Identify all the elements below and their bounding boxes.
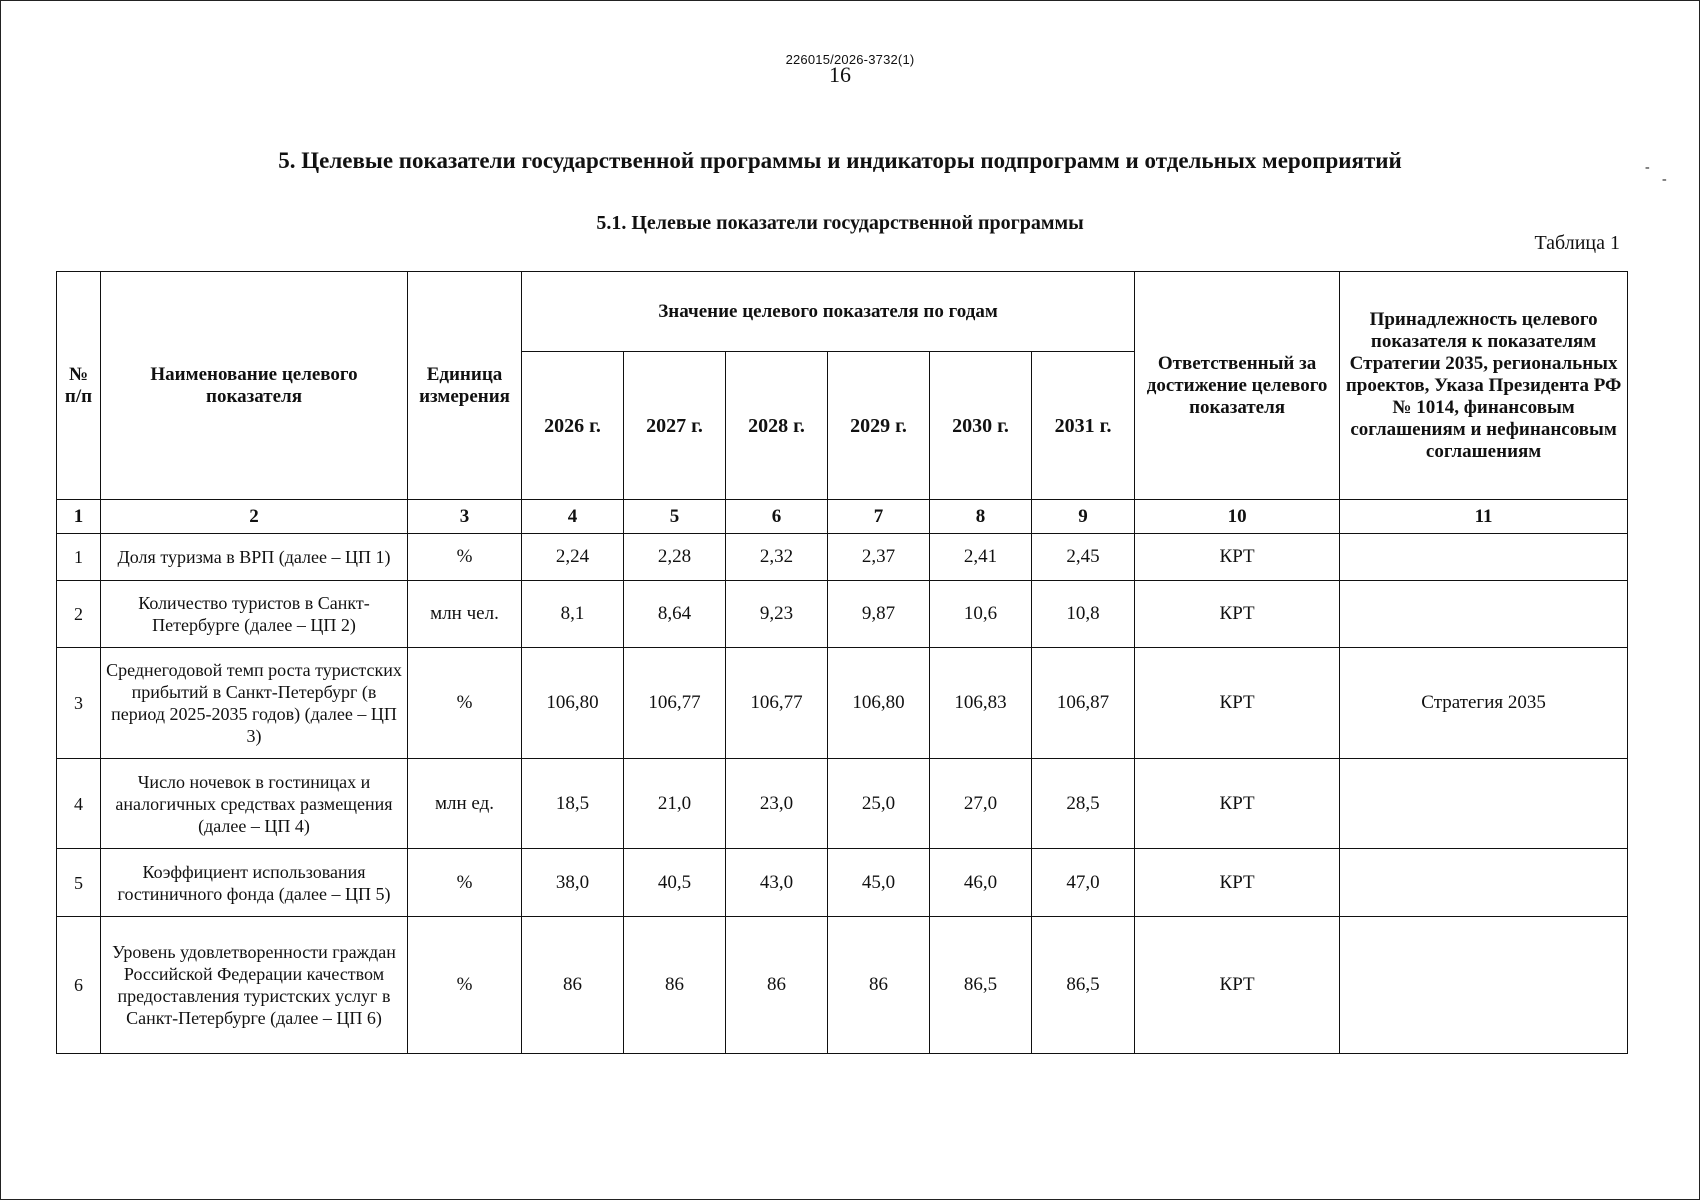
row-num: 6 (57, 917, 101, 1054)
row-value: 2,45 (1032, 534, 1135, 581)
row-name: Число ночевок в гостиницах и аналогичных средствах размещения (далее – ЦП 4) (101, 759, 408, 849)
row-value: 28,5 (1032, 759, 1135, 849)
table-row (57, 648, 1628, 759)
row-value: 86,5 (930, 917, 1032, 1054)
row-value: 9,23 (726, 581, 828, 648)
column-number: 8 (930, 500, 1032, 534)
row-value: 106,80 (522, 648, 624, 759)
header-values-group: Значение целевого показателя по годам (522, 272, 1135, 352)
row-value: 27,0 (930, 759, 1032, 849)
column-number: 2 (101, 500, 408, 534)
row-num: 3 (57, 648, 101, 759)
row-value: 86,5 (1032, 917, 1135, 1054)
row-unit: млн ед. (408, 759, 522, 849)
header-unit: Единица измерения (408, 272, 522, 500)
row-value: 21,0 (624, 759, 726, 849)
row-value: 2,41 (930, 534, 1032, 581)
row-responsible: КРТ (1135, 648, 1340, 759)
row-belonging (1340, 534, 1628, 581)
subsection-title: 5.1. Целевые показатели государственной программы (596, 212, 1084, 234)
header-year: 2030 г. (930, 352, 1032, 500)
column-number: 11 (1340, 500, 1628, 534)
row-unit: млн чел. (408, 581, 522, 648)
column-number: 4 (522, 500, 624, 534)
header-belonging: Принадлежность целевого показателя к показателям Стратегии 2035, региональных проектов, Указа Президента РФ № 1014, финансовым соглашениям и нефинансовым соглашениям (1340, 272, 1628, 500)
row-num: 5 (57, 849, 101, 917)
row-value: 38,0 (522, 849, 624, 917)
row-unit: % (408, 648, 522, 759)
row-name: Количество туристов в Санкт-Петербурге (далее – ЦП 2) (101, 581, 408, 648)
row-unit: % (408, 534, 522, 581)
scan-mark: - (1645, 160, 1650, 175)
row-belonging (1340, 917, 1628, 1054)
table-label: Таблица 1 (1534, 232, 1620, 254)
row-responsible: КРТ (1135, 534, 1340, 581)
table-row (57, 759, 1628, 849)
row-name: Доля туризма в ВРП (далее – ЦП 1) (101, 534, 408, 581)
section-title: 5. Целевые показатели государственной программы и индикаторы подпрограмм и отдельных мероприятий (278, 148, 1402, 173)
row-value: 86 (624, 917, 726, 1054)
column-number: 7 (828, 500, 930, 534)
table-row (57, 581, 1628, 648)
row-responsible: КРТ (1135, 849, 1340, 917)
row-value: 106,77 (624, 648, 726, 759)
column-number: 6 (726, 500, 828, 534)
row-value: 2,28 (624, 534, 726, 581)
scan-mark: - (1662, 172, 1667, 187)
page-number: 16 (829, 62, 851, 87)
column-number: 9 (1032, 500, 1135, 534)
header-year: 2026 г. (522, 352, 624, 500)
column-number: 5 (624, 500, 726, 534)
row-value: 43,0 (726, 849, 828, 917)
row-value: 106,77 (726, 648, 828, 759)
document-stamp: 226015/2026-3732(1) (785, 52, 915, 67)
row-value: 45,0 (828, 849, 930, 917)
header-num: № п/п (57, 272, 101, 500)
row-belonging (1340, 759, 1628, 849)
row-name: Уровень удовлетворенности граждан Российской Федерации качеством предоставления туристских услуг в Санкт-Петербурге (далее – ЦП 6) (101, 917, 408, 1054)
row-value: 8,1 (522, 581, 624, 648)
row-name: Коэффициент использования гостиничного фонда (далее – ЦП 5) (101, 849, 408, 917)
row-value: 23,0 (726, 759, 828, 849)
row-value: 8,64 (624, 581, 726, 648)
header-year: 2028 г. (726, 352, 828, 500)
header-name: Наименование целевого показателя (101, 272, 408, 500)
header-year: 2031 г. (1032, 352, 1135, 500)
table-row (57, 917, 1628, 1054)
row-num: 1 (57, 534, 101, 581)
header-year: 2027 г. (624, 352, 726, 500)
row-responsible: КРТ (1135, 759, 1340, 849)
header-year: 2029 г. (828, 352, 930, 500)
row-value: 86 (726, 917, 828, 1054)
row-value: 10,6 (930, 581, 1032, 648)
row-value: 9,87 (828, 581, 930, 648)
row-value: 18,5 (522, 759, 624, 849)
table-row (57, 849, 1628, 917)
row-responsible: КРТ (1135, 917, 1340, 1054)
row-value: 25,0 (828, 759, 930, 849)
row-value: 86 (522, 917, 624, 1054)
row-value: 2,37 (828, 534, 930, 581)
indicators-table (56, 271, 1628, 1054)
row-belonging (1340, 581, 1628, 648)
row-value: 46,0 (930, 849, 1032, 917)
row-unit: % (408, 917, 522, 1054)
row-value: 106,80 (828, 648, 930, 759)
header-responsible: Ответственный за достижение целевого показателя (1135, 272, 1340, 500)
row-num: 4 (57, 759, 101, 849)
row-unit: % (408, 849, 522, 917)
row-name: Среднегодовой темп роста туристских прибытий в Санкт-Петербург (в период 2025-2035 годов) (далее – ЦП 3) (101, 648, 408, 759)
row-value: 86 (828, 917, 930, 1054)
row-value: 10,8 (1032, 581, 1135, 648)
column-number: 3 (408, 500, 522, 534)
row-value: 2,32 (726, 534, 828, 581)
row-value: 106,87 (1032, 648, 1135, 759)
row-value: 2,24 (522, 534, 624, 581)
row-value: 106,83 (930, 648, 1032, 759)
row-belonging (1340, 849, 1628, 917)
row-num: 2 (57, 581, 101, 648)
row-responsible: КРТ (1135, 581, 1340, 648)
column-number: 10 (1135, 500, 1340, 534)
table-row (57, 534, 1628, 581)
row-value: 47,0 (1032, 849, 1135, 917)
row-value: 40,5 (624, 849, 726, 917)
row-belonging: Стратегия 2035 (1340, 648, 1628, 759)
column-number: 1 (57, 500, 101, 534)
